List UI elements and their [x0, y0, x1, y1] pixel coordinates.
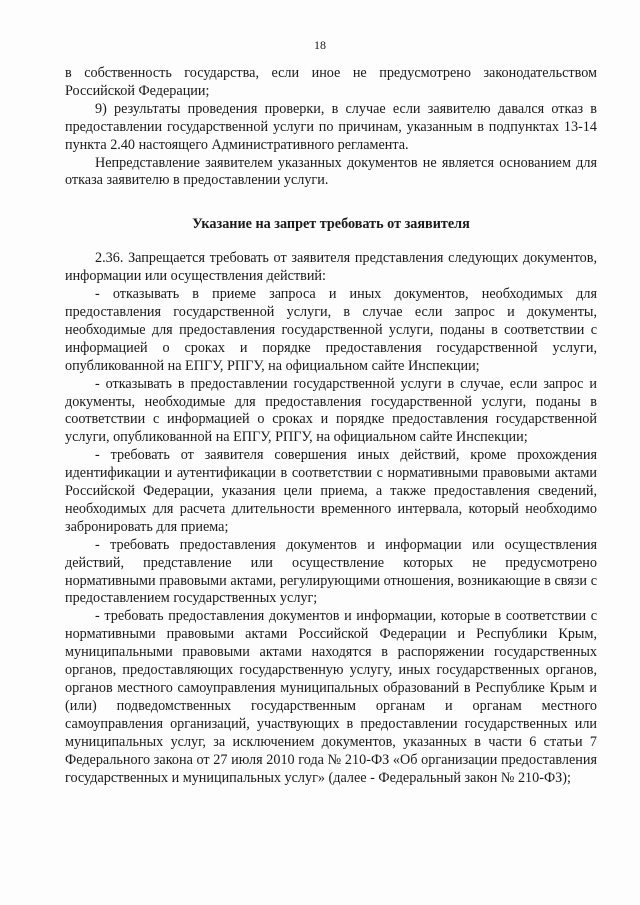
paragraph-note: Непредставление заявителем указанных документов не является основанием для отказа заявителю в предоставлении услуги.: [65, 154, 597, 189]
paragraph-item-9: 9) результаты проведения проверки, в случае если заявителю давался отказ в предоставлении государственной услуги по причинам, указанным в подпунктах 13-14 пункта 2.40 настоящего Административного регламента.: [65, 100, 597, 153]
list-item: - отказывать в приеме запроса и иных документов, необходимых для предоставления государственной услуги, в случае если запрос и документы, необходимые для предоставления государственной услуги, поданы в соответствии с информацией о сроках и порядке предоставления государственной услуги, опубликованной на ЕПГУ, РПГУ, на официальном сайте Инспекции;: [65, 286, 597, 374]
section-heading: Указание на запрет требовать от заявителя: [192, 216, 470, 233]
section-intro: 2.36. Запрещается требовать от заявителя представления следующих документов, информации или осуществления действий:: [65, 250, 597, 285]
list-item: - требовать от заявителя совершения иных действий, кроме прохождения идентификации и аутентификации в соответствии с нормативными правовыми актами Российской Федерации, указания цели приема, а также предоставления сведений, необходимых для расчета длительности временного интервала, который необходимо забронировать для приема;: [65, 447, 597, 535]
paragraph-continuation: в собственность государства, если иное не предусмотрено законодательством Российской Федерации;: [65, 65, 597, 99]
document-body: [65, 65, 597, 787]
page-number: 18: [314, 38, 326, 52]
list-item: - требовать предоставления документов и информации, которые в соответствии с нормативными правовыми актами Российской Федерации и Республики Крым, муниципальными правовыми актами находятся в распоряжении государственных органов, предоставляющих государственную услугу, иных государственных органов, органов местного самоуправления муниципальных образований в Республике Крым и (или) подведомственных государственным органам и органам местного самоуправления организаций, участвующих в предоставлении государственных или муниципальных услуг, за исключением документов, указанных в части 6 статьи 7 Федерального закона от 27 июля 2010 года № 210-ФЗ «Об организации предоставления государственных и муниципальных услуг» (далее - Федеральный закон № 210-ФЗ);: [65, 608, 597, 786]
list-item: - отказывать в предоставлении государственной услуги в случае, если запрос и документы, необходимые для предоставления государственной услуги, поданы в соответствии с информацией о сроках и порядке предоставления государственной услуги, опубликованной на ЕПГУ, РПГУ, на официальном сайте Инспекции;: [65, 375, 597, 446]
list-item: - требовать предоставления документов и информации или осуществления действий, представление или осуществление которых не предусмотрено нормативными правовыми актами, регулирующими отношения, возникающие в связи с предоставлением государственных услуг;: [65, 536, 597, 607]
